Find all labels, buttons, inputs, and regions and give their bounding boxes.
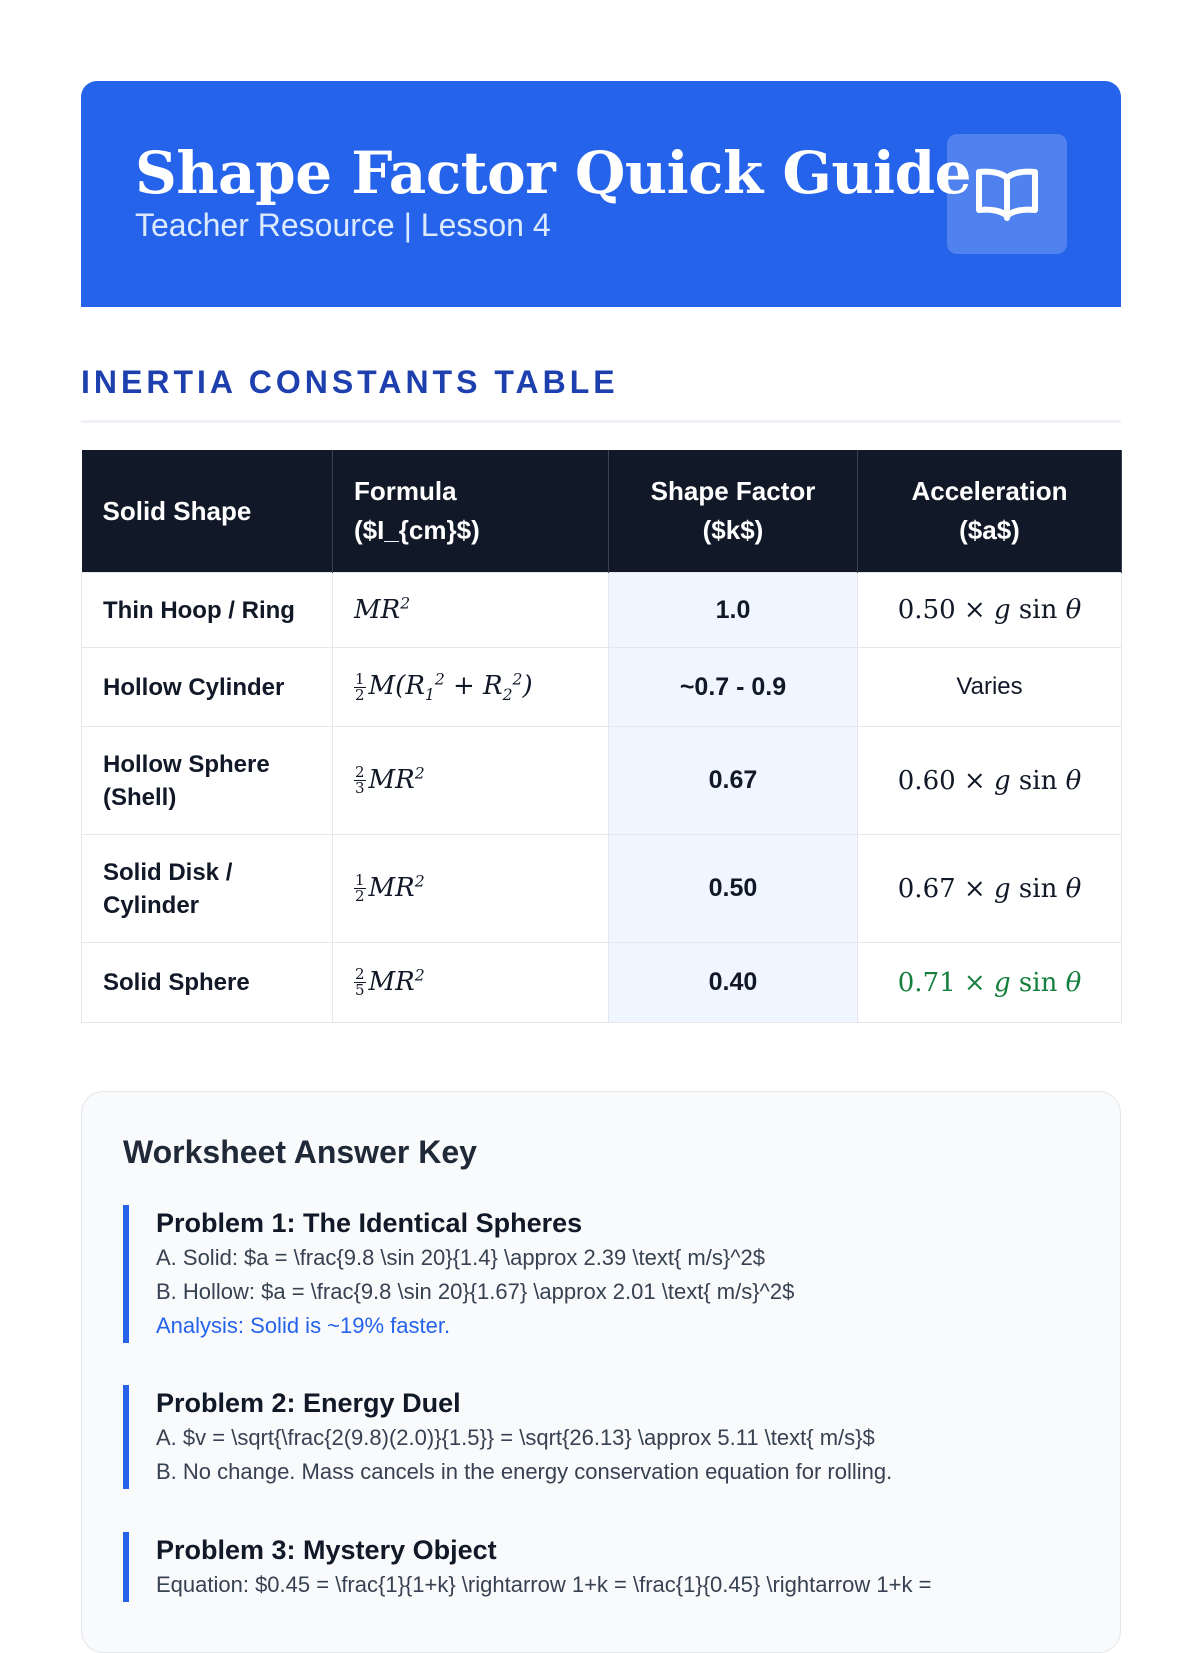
acceleration-coefficient: 0.60 [897,765,956,796]
problem-answer-line: B. Hollow: $a = \frac{9.8 \sin 20}{1.67} \approx 2.01 \text{ m/s}^2$ [156,1279,795,1304]
formula-cell: $\frac{2}{5}$ $MR^2$ [333,943,609,1023]
problem-title: Problem 2: Energy Duel [156,1388,461,1418]
problem-answer-line: B. No change. Mass cancels in the energy conservation equation for rolling. [156,1459,893,1484]
answer-key-card [81,1091,1121,1653]
shape-cell: Solid Disk / Cylinder [82,835,333,943]
open-book-icon [947,134,1067,254]
acceleration-cell: 0.67 × g sin θ [858,835,1122,943]
shape-cell: Solid Sphere [82,943,333,1023]
formula-cell: $\frac{2}{3}$ $MR^2$ [333,727,609,835]
header-shape-factor-label: Shape Factor [650,476,816,506]
section-divider [81,420,1121,423]
acceleration-coefficient: 0.71 [897,967,956,998]
table-row [82,573,1122,648]
shape-cell: Hollow Sphere (Shell) [82,727,333,835]
table-row [82,727,1122,835]
header-banner [81,81,1121,307]
page-subtitle: Teacher Resource | Lesson 4 [135,207,551,243]
problem-title: Problem 1: The Identical Spheres [156,1208,583,1238]
shape-factor-cell: 0.50 [609,835,858,943]
problem-answer-line: Equation: $0.45 = \frac{1}{1+k} \rightarrow 1+k = \frac{1}{0.45} \rightarrow 1+k = [156,1572,932,1597]
acceleration-cell: Varies [858,648,1122,727]
header-formula-symbol: ($I_{cm}$) [354,515,480,545]
acceleration-cell: 0.71 × g sin θ [858,943,1122,1023]
shape-factor-cell: 1.0 [609,573,858,648]
problem-answer-line: A. Solid: $a = \frac{9.8 \sin 20}{1.4} \approx 2.39 \text{ m/s}^2$ [156,1245,766,1270]
acceleration-coefficient: 0.50 [897,595,956,625]
acceleration-coefficient: 0.67 [897,873,956,904]
problem-title: Problem 3: Mystery Object [156,1535,497,1565]
table-header-row [82,450,1122,573]
header-acceleration [858,450,1122,573]
table-row [82,648,1122,727]
header-shape-factor-symbol: ($k$) [702,515,764,545]
header-acceleration-symbol: ($a$) [959,515,1020,545]
shape-cell: Hollow Cylinder [82,648,333,727]
inertia-constants-table [81,450,1122,1023]
shape-factor-cell: 0.40 [609,943,858,1023]
formula-cell: $\frac{1}{2}$ $M(R_1^2 + R_2^2)$ [333,648,609,727]
page-title: Shape Factor Quick Guide [135,139,972,207]
answer-key-title: Worksheet Answer Key [123,1134,477,1170]
header-acceleration-label: Acceleration [911,476,1068,506]
shape-factor-cell: ~0.7 - 0.9 [609,648,858,727]
table-row [82,835,1122,943]
acceleration-cell: 0.50 × g sin θ [858,573,1122,648]
section-title: INERTIA CONSTANTS TABLE [81,364,619,400]
problem-2 [123,1385,1056,1489]
problem-3 [123,1532,1056,1602]
table-row [82,943,1122,1023]
formula-cell: $\frac{1}{2}$ $MR^2$ [333,835,609,943]
header-formula [333,450,609,573]
problem-answer-line: A. $v = \sqrt{\frac{2(9.8)(2.0)}{1.5}} = \sqrt{26.13} \approx 5.11 \text{ m/s}$ [156,1425,875,1450]
header-shape-factor [609,450,858,573]
shape-factor-cell: 0.67 [609,727,858,835]
acceleration-cell: 0.60 × g sin θ [858,727,1122,835]
problem-analysis: Analysis: Solid is ~19% faster. [156,1313,451,1338]
problem-1 [123,1205,1056,1343]
formula-cell: $MR^2$ [333,573,609,648]
header-solid-shape: Solid Shape [82,450,333,573]
header-formula-label: Formula [354,476,457,506]
shape-cell: Thin Hoop / Ring [82,573,333,648]
